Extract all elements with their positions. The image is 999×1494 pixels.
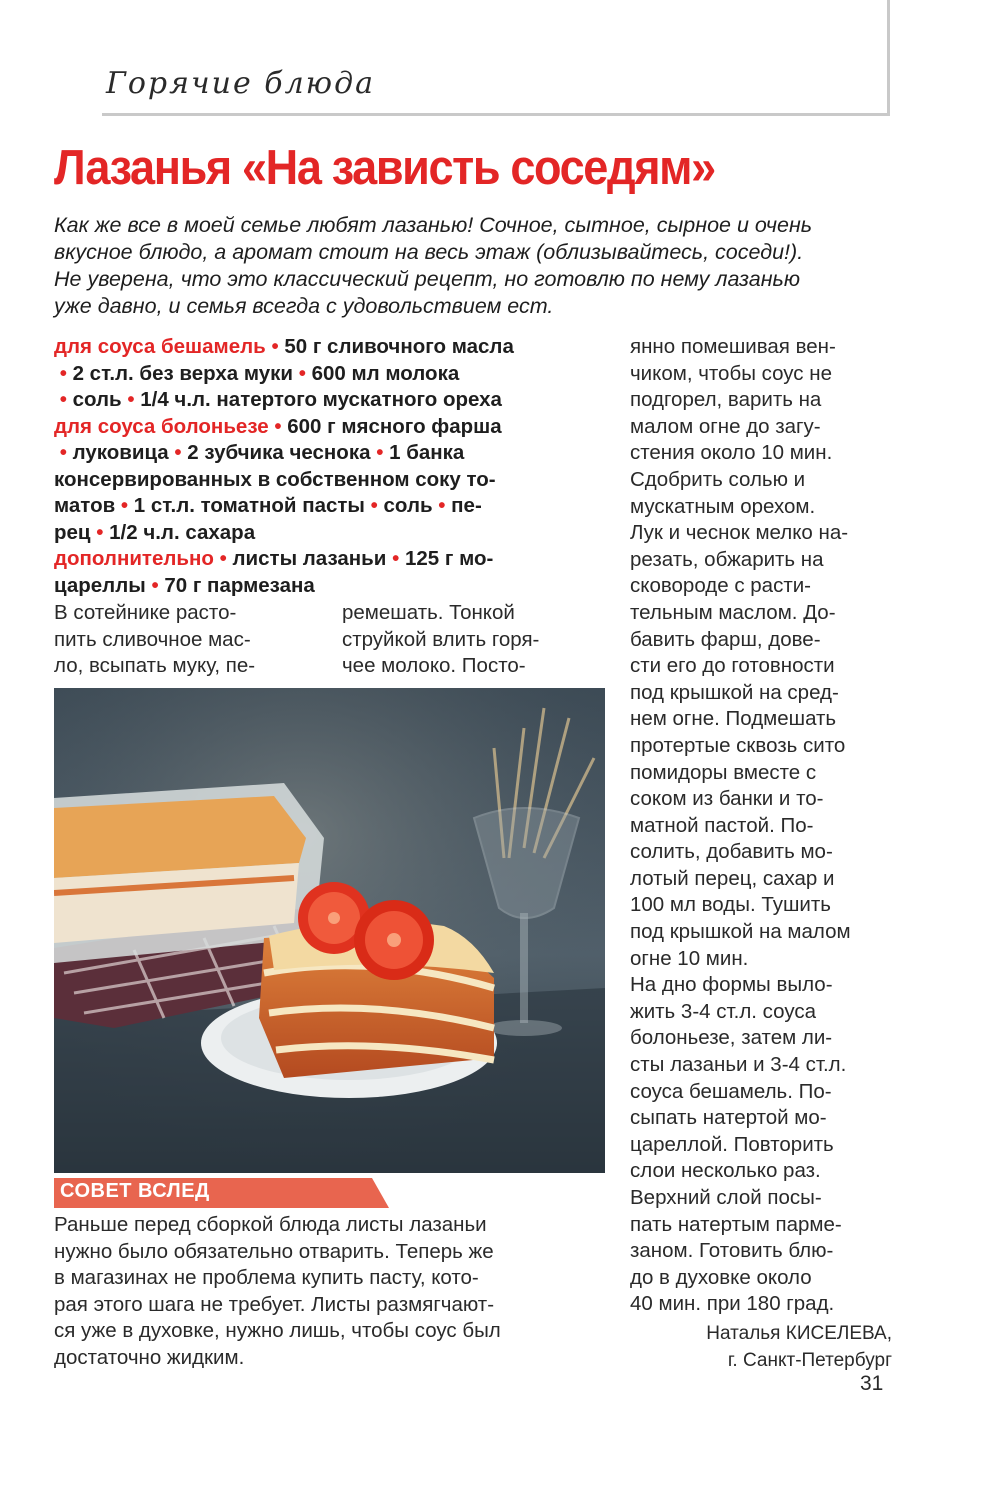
tip-line: достаточно жидким. — [54, 1345, 245, 1369]
method-line: соком из банки и то- — [630, 787, 824, 811]
bechamel-label: для соуса бешамель — [54, 335, 266, 358]
bullet: • — [274, 414, 282, 438]
method-line: мускатным орехом. — [630, 494, 816, 518]
tip-line: Раньше перед сборкой блюда листы лазаньи — [54, 1213, 487, 1236]
ingredient: 1 ст.л. томатной пасты — [133, 494, 365, 517]
method-line: болоньезе, затем ли- — [630, 1026, 833, 1050]
method-line: нем огне. Подмешать — [630, 707, 837, 731]
method-line: сты лазаньи и 3-4 ст.л. — [630, 1053, 847, 1077]
author-signature — [706, 1320, 892, 1374]
author-name: Наталья КИСЕЛЕВА, — [706, 1323, 892, 1344]
ingredient-line — [54, 520, 594, 547]
recipe-title: Лазанья «На зависть соседям» — [54, 141, 715, 195]
tip-line: ся уже в духовке, нужно лишь, чтобы соус был — [54, 1319, 501, 1343]
method-column-c — [630, 334, 851, 1318]
ingredient: соль — [72, 388, 122, 411]
ingredient: 70 г пармезана — [164, 573, 315, 597]
ingredient: цареллы — [54, 573, 146, 597]
extra-label: дополнительно — [54, 547, 214, 570]
ingredient-line — [54, 573, 594, 600]
ingredient: пе- — [451, 494, 482, 517]
ingredient: матов — [54, 494, 116, 517]
ingredient: 1 банка — [389, 441, 465, 464]
bullet: • — [370, 494, 378, 517]
bolognese-label: для соуса болоньезе — [54, 414, 269, 438]
method-line: под крышкой на малом — [630, 920, 851, 944]
bullet: • — [96, 520, 104, 544]
method-column-b — [342, 600, 539, 680]
tip-line: рая этого шага не требует. Листы размягчают- — [54, 1292, 495, 1316]
method-line: бавить фарш, дове- — [630, 627, 821, 651]
intro-line: Не уверена, что это классический рецепт, но готовлю по нему лазанью — [54, 267, 801, 291]
method-line: под крышкой на сред- — [630, 680, 839, 704]
ingredient-line — [54, 440, 594, 467]
method-line: огне 10 мин. — [630, 946, 749, 970]
ingredient: соль — [383, 494, 433, 517]
method-line: сти его до готовности — [630, 654, 835, 678]
method-line: лотый перец, сахар и — [630, 866, 835, 890]
method-line: чиком, чтобы соус не — [630, 361, 832, 385]
method-line: матной пастой. По- — [630, 813, 814, 837]
method-line: Сдобрить солью и — [630, 467, 806, 491]
method-line: ремешать. Тонкой — [342, 601, 515, 624]
ingredient: луковица — [72, 441, 169, 464]
intro-text — [54, 212, 884, 320]
bullet: • — [298, 361, 306, 385]
method-line: малом огне до загу- — [630, 414, 821, 438]
method-line: 100 мл воды. Тушить — [630, 893, 831, 917]
tip-title: СОВЕТ ВСЛЕД — [60, 1180, 210, 1202]
method-line: жить 3-4 ст.л. соуса — [630, 999, 816, 1023]
ingredient-line — [54, 387, 594, 414]
ingredient: 1/2 ч.л. сахара — [109, 520, 256, 544]
method-column-a — [54, 600, 255, 680]
ingredient: 1/4 ч.л. натертого мускатного ореха — [140, 388, 502, 411]
method-line: В сотейнике расто- — [54, 601, 237, 624]
ingredient-line — [54, 361, 594, 388]
method-line: цареллой. Повторить — [630, 1132, 834, 1156]
bullet: • — [127, 388, 135, 411]
ingredient-line: консервированных в собственном соку то- — [54, 467, 496, 491]
ingredient: 2 ст.л. без верха муки — [72, 361, 294, 385]
ingredient-line — [54, 546, 594, 573]
bullet: • — [376, 441, 384, 464]
method-line: резать, обжарить на — [630, 547, 824, 571]
method-line: На дно формы выло- — [630, 973, 833, 997]
ingredient: листы лазаньи — [232, 547, 387, 570]
method-line: струйкой влить горя- — [342, 627, 540, 651]
method-line: соуса бешамель. По- — [630, 1079, 832, 1103]
tip-line: в магазинах не проблема купить пасту, кото- — [54, 1266, 479, 1290]
intro-line: вкусное блюдо, а аромат стоит на весь этаж (облизывайтесь, соседи!). — [54, 240, 804, 264]
bullet: • — [271, 335, 279, 358]
bullet: • — [54, 441, 67, 464]
tip-line: нужно было обязательно отварить. Теперь же — [54, 1239, 494, 1263]
lasagna-photo — [54, 688, 605, 1173]
method-line: Верхний слой посы- — [630, 1186, 822, 1209]
section-title: Горячие блюда — [106, 66, 375, 101]
ingredient-line — [54, 493, 594, 520]
ingredients-list — [54, 334, 594, 599]
bullet: • — [392, 547, 400, 570]
method-line: протертые сквозь сито — [630, 733, 846, 757]
method-line: тельным маслом. До- — [630, 600, 836, 624]
bullet: • — [120, 494, 129, 517]
method-line: сыпать натертой мо- — [630, 1106, 827, 1130]
intro-line: Как же все в моей семье любят лазанью! Сочное, сытное, сырное и очень — [54, 213, 813, 237]
method-line: стения около 10 мин. — [630, 441, 833, 465]
bullet: • — [174, 441, 182, 464]
method-line: Лук и чеснок мелко на- — [630, 521, 849, 545]
bullet: • — [219, 547, 227, 570]
author-city: г. Санкт-Петербург — [727, 1350, 892, 1371]
bullet: • — [151, 573, 159, 597]
method-line: помидоры вместе с — [630, 760, 817, 784]
ingredient: 600 г мясного фарша — [287, 414, 502, 438]
method-line: чее молоко. Посто- — [342, 654, 526, 678]
method-line: пить сливочное мас- — [54, 627, 251, 651]
method-line: ло, всыпать муку, пе- — [54, 654, 256, 678]
method-line: сковороде с расти- — [630, 574, 811, 598]
ingredient: 50 г сливочного масла — [284, 335, 514, 358]
bullet: • — [54, 361, 67, 385]
method-line: пать натертым парме- — [630, 1212, 842, 1236]
method-line: заном. Готовить блю- — [630, 1239, 834, 1263]
intro-line: уже давно, и семья всегда с удовольствием ест. — [54, 294, 554, 318]
bullet: • — [438, 494, 446, 517]
method-line: янно помешивая вен- — [630, 335, 836, 358]
method-line: до в духовке около — [630, 1265, 812, 1289]
method-line: слои несколько раз. — [630, 1159, 821, 1183]
tip-text — [54, 1212, 501, 1372]
ingredient-line — [54, 334, 594, 361]
ingredient: 600 мл молока — [311, 361, 460, 385]
ingredient: 125 г мо- — [404, 547, 494, 570]
method-line: подгорел, варить на — [630, 388, 822, 412]
ingredient-line — [54, 414, 594, 441]
bullet: • — [54, 388, 67, 411]
method-line: солить, добавить мо- — [630, 840, 833, 864]
page-number: 31 — [860, 1372, 884, 1395]
method-line: 40 мин. при 180 град. — [630, 1292, 835, 1316]
ingredient: 2 зубчика чеснока — [187, 441, 371, 464]
ingredient: рец — [54, 520, 91, 544]
